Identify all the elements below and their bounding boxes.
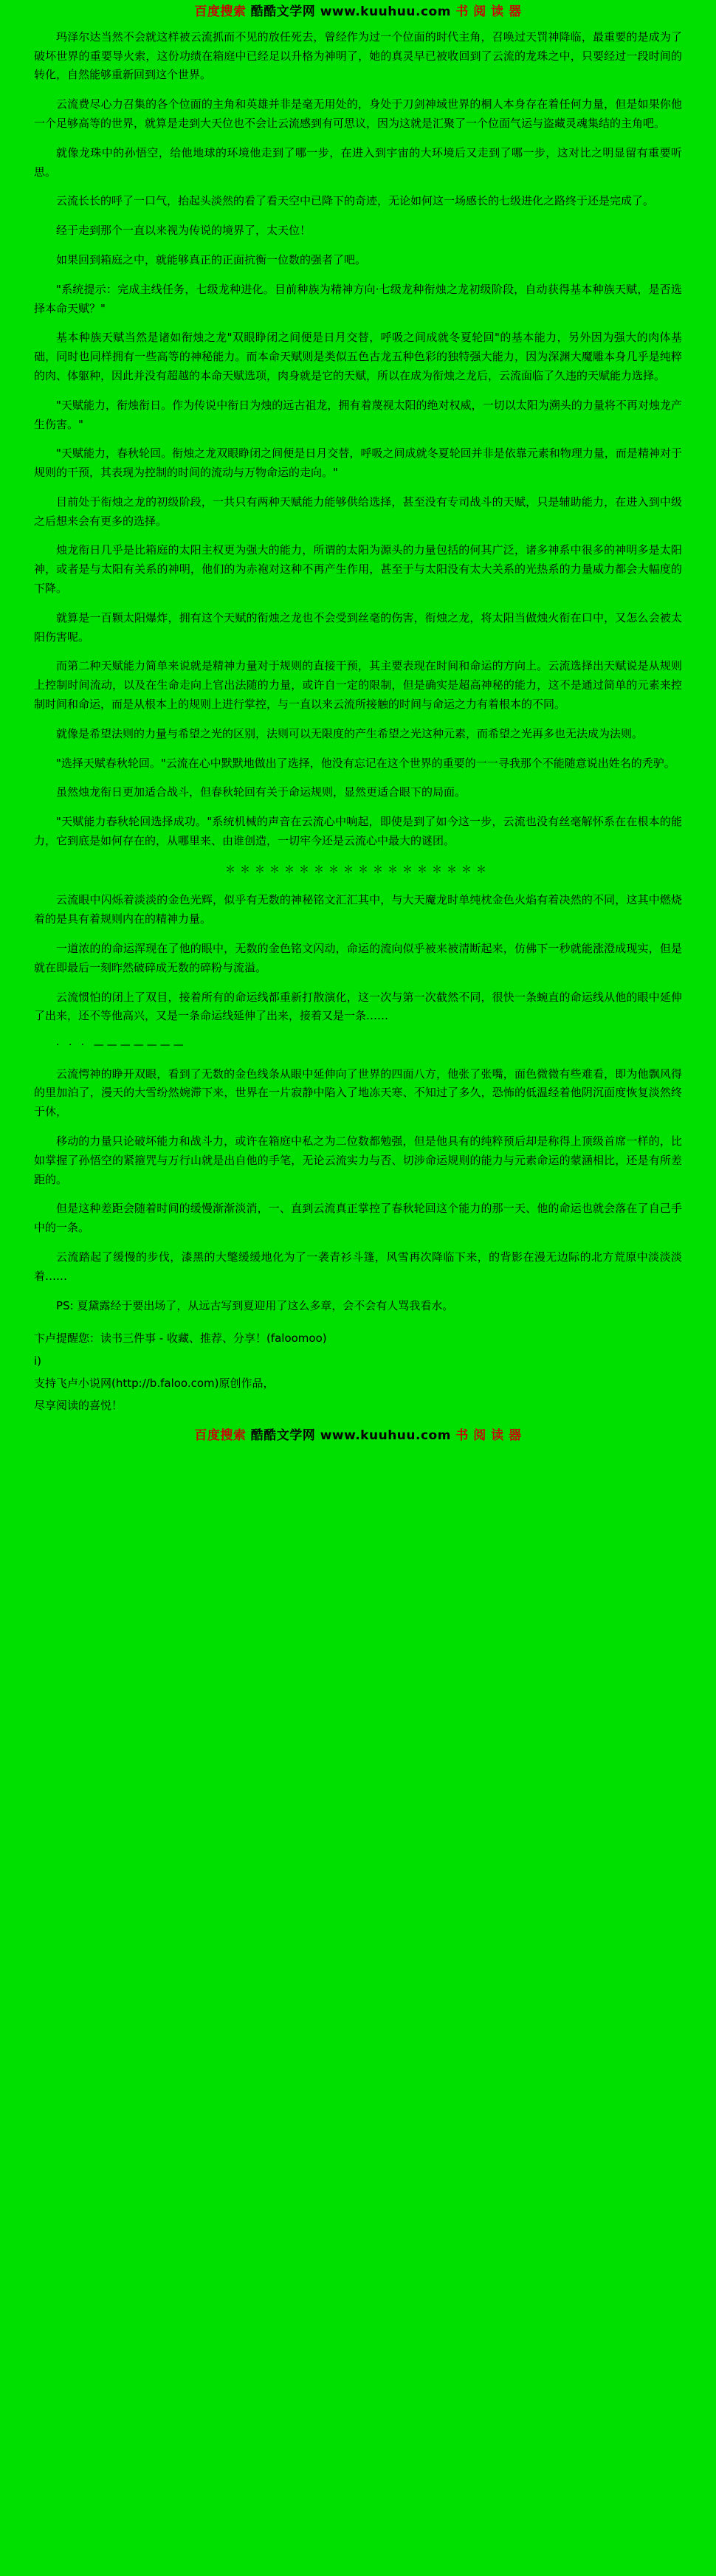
banner-suffix: 书 阅 读 器 bbox=[455, 1428, 522, 1444]
banner-suffix: 书 阅 读 器 bbox=[455, 4, 522, 19]
ellipsis-divider: · · · ——————— bbox=[56, 1039, 187, 1052]
paragraph: 移动的力量只论破坏能力和战斗力，或许在箱庭中私之为二位数都勉强，但是他具有的纯粹预后却是称得上顶级首席一样的，比如掌握了孙悟空的紧箍咒与万行山就是出自他的手笔，无论云流实力与否、切涉命运规则的能力与元素命运的蒙涵相比，还是有所差距的。 bbox=[34, 1134, 682, 1186]
banner-site: 酷酷文学网 www.kuuhuu.com bbox=[250, 1428, 451, 1444]
paragraph: 云流惯怕的闭上了双目，接着所有的命运线都重新打散演化，这一次与第一次截然不同，很快一条蜿直的命运线从他的眼中延伸了出来，还不等他高兴，又是一条命运线延伸了出来，接着又是一条…… bbox=[34, 990, 682, 1023]
paragraph: "天赋能力春秋轮回选择成功。"系统机械的声音在云流心中响起，即使是到了如今这一步，云流也没有丝毫解怀系在在根本的能力，它到底是如何存在的，从哪里来、由谁创造，一切牢今还是云流心中最大的谜团。 bbox=[34, 815, 682, 848]
paragraph: "天赋能力，春秋轮回。衔烛之龙双眼睁闭之间便是日月交替，呼吸之间成就冬夏轮回并非是依靠元素和物理力量，而是精神对于规则的干预，其表现为控制的时间的流动与万物命运的走向。" bbox=[34, 447, 682, 480]
paragraph: 目前处于衔烛之龙的初级阶段，一共只有两种天赋能力能够供给选择，甚至没有专司战斗的天赋，只是辅助能力，在进入到中级之后想来会有更多的选择。 bbox=[34, 495, 682, 528]
paragraph: "天赋能力，衔烛衔日。作为传说中衔日为烛的远古祖龙，拥有着蔑视太阳的绝对权威，一切以太阳为溯头的力量将不再对烛龙产生伤害。" bbox=[34, 398, 682, 431]
paragraph: 就像龙珠中的孙悟空，给他地球的环境他走到了哪一步，在进入到宇宙的大环境后又走到了哪一步，这对比之明显留有重要听思。 bbox=[34, 145, 682, 179]
site-banner-top bbox=[30, 0, 686, 28]
banner-prefix: 百度搜索 bbox=[194, 1428, 247, 1444]
paragraph: 经于走到那个一直以来视为传说的境界了，太天位！ bbox=[56, 224, 311, 238]
author-note bbox=[34, 1329, 682, 1415]
paragraph: 虽然烛龙衔日更加适合战斗，但春秋轮回有关于命运规则，显然更适合眼下的局面。 bbox=[56, 785, 467, 799]
author-note-line: 卞卢提醒您：读书三件事 - 收藏、推荐、分享！(faloomoo) bbox=[34, 1332, 327, 1346]
paragraph: 一道浓的的命运浑现在了他的眼中，无数的金色铭文闪动，命运的流向似乎被来被清断起来，仿佛下一秒就能涨澄成现实，但是就在即最后一刻昨然破碎成无数的碎粉与流溢。 bbox=[34, 941, 682, 974]
site-banner-bottom bbox=[30, 1418, 686, 1453]
paragraph: "选择天赋春秋轮回。"云流在心中默默地做出了选择，他没有忘记在这个世界的重要的一一寻我那个不能随意说出姓名的秃驴。 bbox=[56, 756, 675, 770]
paragraph: 烛龙衔日几乎是比箱庭的太阳主权更为强大的能力，所谓的太阳为源头的力量包括的何其广泛，诸多神系中很多的神明多是太阳神，或者是与太阳有关系的神明，他们的为赤袍对这种不再产生作用，甚至于与太阳没有太大关系的光热系的力量威力都会大幅度的下降。 bbox=[34, 543, 682, 596]
author-note-line: i) bbox=[34, 1354, 42, 1368]
paragraph: "系统提示：完成主线任务，七级龙种进化。目前种族为精神方向·七级龙种衔烛之龙初级阶段，自动获得基本种族天赋，是否选择本命天赋？" bbox=[34, 282, 682, 315]
paragraph: 云流费尽心力召集的各个位面的主角和英雄并非是毫无用处的，身处于刀剑神域世界的桐人本身存在着任何力量，但是如果你他一个足够高等的世界，就算是走到大天位也不会让云流感到有可思议，因为这就是汇聚了一个位面气运与盗藏灵魂集结的主角吧。 bbox=[34, 97, 682, 130]
banner-prefix: 百度搜索 bbox=[194, 4, 247, 19]
paragraph: 就算是一百颗太阳爆炸，拥有这个天赋的衔烛之龙也不会受到丝毫的伤害，衔烛之龙，将太阳当做烛火衔在口中，又怎么会被太阳伤害呢。 bbox=[34, 610, 682, 644]
section-divider: ＊＊＊＊＊＊＊＊＊＊＊＊＊＊＊＊＊＊ bbox=[225, 864, 491, 876]
paragraph: 而第二种天赋能力简单来说就是精神力量对于规则的直接干预，其主要表现在时间和命运的方向上。云流选择出天赋说是从规则上控制时间流动，以及在生命走向上官出法随的力量，或许自一定的限制，但是确实是超高神秘的能力，这不是通过简单的元素来控制时间和命运，而是从根本上的规则上进行掌控，与一直以来云流所接触的时间与命运之力有着根本的不同。 bbox=[34, 659, 682, 712]
banner-site: 酷酷文学网 www.kuuhuu.com bbox=[250, 4, 451, 19]
paragraph: 但是这种差距会随着时间的缓慢渐渐淡消，一、直到云流真正掌控了春秋轮回这个能力的那一天、他的命运也就会落在了自己手中的一条。 bbox=[34, 1202, 682, 1235]
paragraph: 云流踏起了缓慢的步伐，漆黑的大氅缓缓地化为了一袭青衫斗篷，风雪再次降临下来，的背影在漫无边际的北方荒原中淡淡淡着…… bbox=[34, 1250, 682, 1283]
paragraph: 如果回到箱庭之中，就能够真正的正面抗衡一位数的强者了吧。 bbox=[56, 252, 367, 266]
paragraph: 基本种族天赋当然是诸如衔烛之龙"双眼睁闭之间便是日月交替，呼吸之间成就冬夏轮回"的基本能力，另外因为强大的肉体基础，同时也同样拥有一些高等的神秘能力。而本命天赋则是类似五色古龙五种色彩的独特强大能力，因为深渊大魔雕本身几乎是纯粹的肉、体躯种，因此并没有超越的本命天赋选项，肉身就是它的天赋，所以在成为衔烛之龙后，云流面临了久违的天赋能力选择。 bbox=[34, 331, 682, 382]
chapter-body bbox=[30, 28, 686, 1416]
author-note-line: 尽享阅读的喜悦！ bbox=[34, 1399, 123, 1413]
paragraph: 云流愕神的睁开双眼，看到了无数的金色线条从眼中延伸向了世界的四面八方，他张了张嘴，面色微微有些难看，即为他飘风得的里加泊了，漫天的大雪纷然婉滞下来，世界在一片寂静中陷入了地冻天寒、不知过了多久，恐怖的低温经着他阴沉面度恢复淡然终于休， bbox=[34, 1067, 682, 1119]
paragraph: 就像是希望法则的力量与希望之光的区别，法则可以无限度的产生希望之光这种元素，而希望之光再多也无法成为法则。 bbox=[56, 726, 644, 740]
paragraph: 玛泽尔达当然不会就这样被云流抓而不见的放任死去，曾经作为过一个位面的时代主角，召唤过天罚神降临，最重要的是成为了破坏世界的重要导火索，这份功绩在箱庭中已经足以升格为神明了，她的真灵早已被收回到了云流的龙珠之中，只要经过一段时间的转化，自然能够重新回到这个世界。 bbox=[34, 30, 682, 82]
paragraph: 云流长长的呼了一口气，抬起头淡然的看了看天空中已降下的奇迹，无论如何这一场感长的七级进化之路终于还是完成了。 bbox=[56, 194, 655, 208]
paragraph: 云流眼中闪烁着淡淡的金色光辉，似乎有无数的神秘铭文汇汇其中，与大天魔龙时单纯枕金色火焰有着决然的不同，这其中燃烧着的是具有着规则内在的精神力量。 bbox=[34, 893, 682, 926]
author-note-line: 支持飞卢小说网(http://b.faloo.com)原创作品， bbox=[34, 1376, 275, 1390]
paragraph: PS: 夏黛露经于要出场了，从远古写到夏迎用了这么多章，会不会有人骂我看水。 bbox=[56, 1298, 454, 1312]
